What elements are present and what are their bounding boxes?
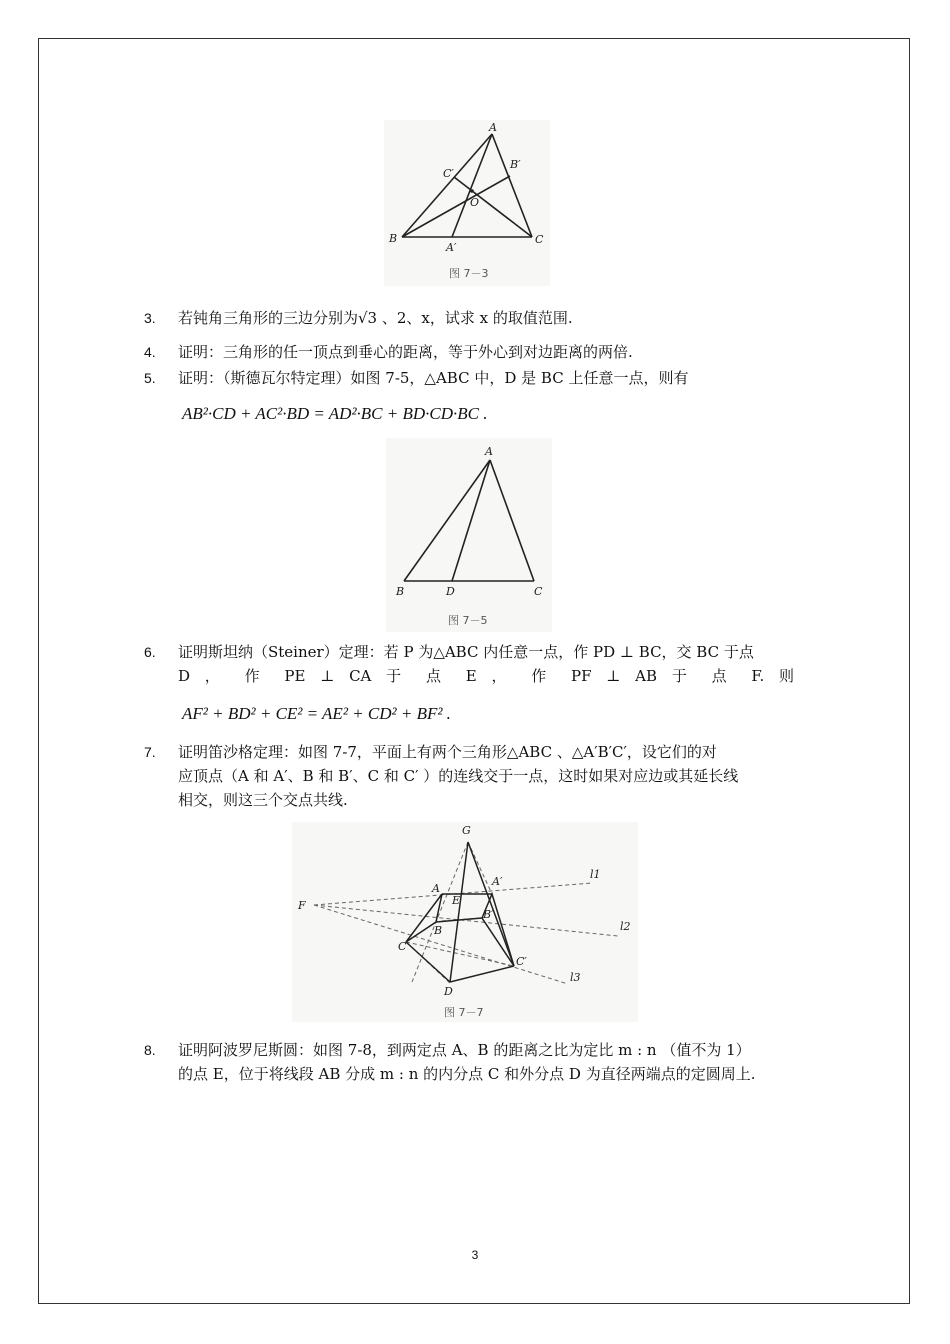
item-number: 6. xyxy=(144,644,156,660)
item-text: 的点 E，位于将线段 AB 分成 m : n 的内分点 C 和外分点 D 为直径两端点的定圆周上. xyxy=(178,1065,756,1083)
item-text: 证明：（斯德瓦尔特定理）如图 7-5，△ABC 中，D 是 BC 上任意一点，则有 xyxy=(178,369,689,387)
segment-cd xyxy=(406,942,450,982)
side-ab xyxy=(404,460,490,581)
figure-7-5 xyxy=(386,438,552,632)
line-gd xyxy=(450,842,468,982)
label-d: D xyxy=(446,585,455,598)
item-8-line-2 xyxy=(144,1062,794,1086)
label-f: F xyxy=(298,899,306,912)
item-7 xyxy=(144,740,794,764)
item-7-line-3 xyxy=(144,788,794,812)
label-b: B xyxy=(434,924,443,937)
label-a-prime: A′ xyxy=(446,241,457,254)
label-a: A xyxy=(485,445,493,458)
line-l3 xyxy=(314,905,568,984)
segment-ad xyxy=(452,460,490,581)
item-6 xyxy=(144,640,794,664)
side-ac xyxy=(490,460,534,581)
item-number: 4. xyxy=(144,344,156,360)
figure-7-7 xyxy=(292,822,638,1022)
item-5 xyxy=(144,366,794,390)
item-number: 5. xyxy=(144,370,156,386)
figure-caption: 图 7－3 xyxy=(449,267,489,280)
label-d: D xyxy=(444,985,453,998)
label-a: A xyxy=(432,882,440,895)
side-ab xyxy=(402,134,492,237)
dashed-cc-prime xyxy=(406,942,514,966)
figure-7-3 xyxy=(384,120,550,286)
page-number: 3 xyxy=(471,1248,479,1262)
label-b-prime: B′ xyxy=(510,158,521,171)
label-b-prime: B′ xyxy=(483,908,494,921)
item-7-line-2 xyxy=(144,764,794,788)
label-c-prime: C′ xyxy=(516,955,527,968)
item-text: 应顶点（A 和 A′、B 和 B′、C 和 C′ ）的连线交于一点，这时如果对应边或其延长线 xyxy=(178,767,739,785)
segment-dc-prime xyxy=(450,966,514,982)
item-number: 7. xyxy=(144,744,156,760)
label-c: C xyxy=(398,940,407,953)
equation-steiner: AF² + BD² + CE² = AE² + CD² + BF² . xyxy=(182,704,451,723)
item-text: 证明阿波罗尼斯圆：如图 7-8，到两定点 A、B 的距离之比为定比 m : n （值不为 1） xyxy=(178,1041,751,1059)
item-text: 若钝角三角形的三边分别为√3 、2、x，试求 x 的取值范围. xyxy=(178,309,573,327)
equation-stewart: AB²·CD + AC²·BD = AD²·BC + BD·CD·BC . xyxy=(182,404,488,423)
cevian-aa xyxy=(452,134,492,237)
label-c: C xyxy=(535,233,544,246)
item-text: D ， 作 PE ⊥ CA 于 点 E ， 作 PF ⊥ AB 于 点 F. 则 xyxy=(178,667,794,685)
item-6-line-2 xyxy=(144,664,794,688)
item-text: 相交，则这三个交点共线. xyxy=(178,791,348,809)
label-b: B xyxy=(389,232,398,245)
label-a-prime: A′ xyxy=(492,875,503,888)
label-a: A xyxy=(489,121,497,134)
label-e: E xyxy=(452,894,461,907)
label-l3: l3 xyxy=(570,971,581,984)
label-o: O xyxy=(470,196,480,209)
item-3 xyxy=(144,306,794,330)
item-number: 3. xyxy=(144,310,156,326)
item-8 xyxy=(144,1038,794,1062)
item-text: 证明斯坦纳（Steiner）定理：若 P 为△ABC 内任意一点，作 PD ⊥ BC，交 BC 于点 xyxy=(178,643,754,661)
item-text: 证明笛沙格定理：如图 7-7，平面上有两个三角形△ABC 、△A′B′C′，设它们的对 xyxy=(178,743,717,761)
label-b: B xyxy=(396,585,405,598)
label-l2: l2 xyxy=(620,920,631,933)
line-gc-prime xyxy=(468,842,514,966)
label-c: C xyxy=(534,585,543,598)
label-c-prime: C′ xyxy=(443,167,454,180)
figure-caption: 图 7－5 xyxy=(448,614,488,627)
item-number: 8. xyxy=(144,1042,156,1058)
figure-caption: 图 7－7 xyxy=(444,1006,484,1019)
label-g: G xyxy=(462,824,471,837)
label-l1: l1 xyxy=(590,868,601,881)
line-l2 xyxy=(314,905,618,936)
item-text: 证明：三角形的任一顶点到垂心的距离，等于外心到对边距离的两倍. xyxy=(178,343,633,361)
item-4 xyxy=(144,340,794,364)
